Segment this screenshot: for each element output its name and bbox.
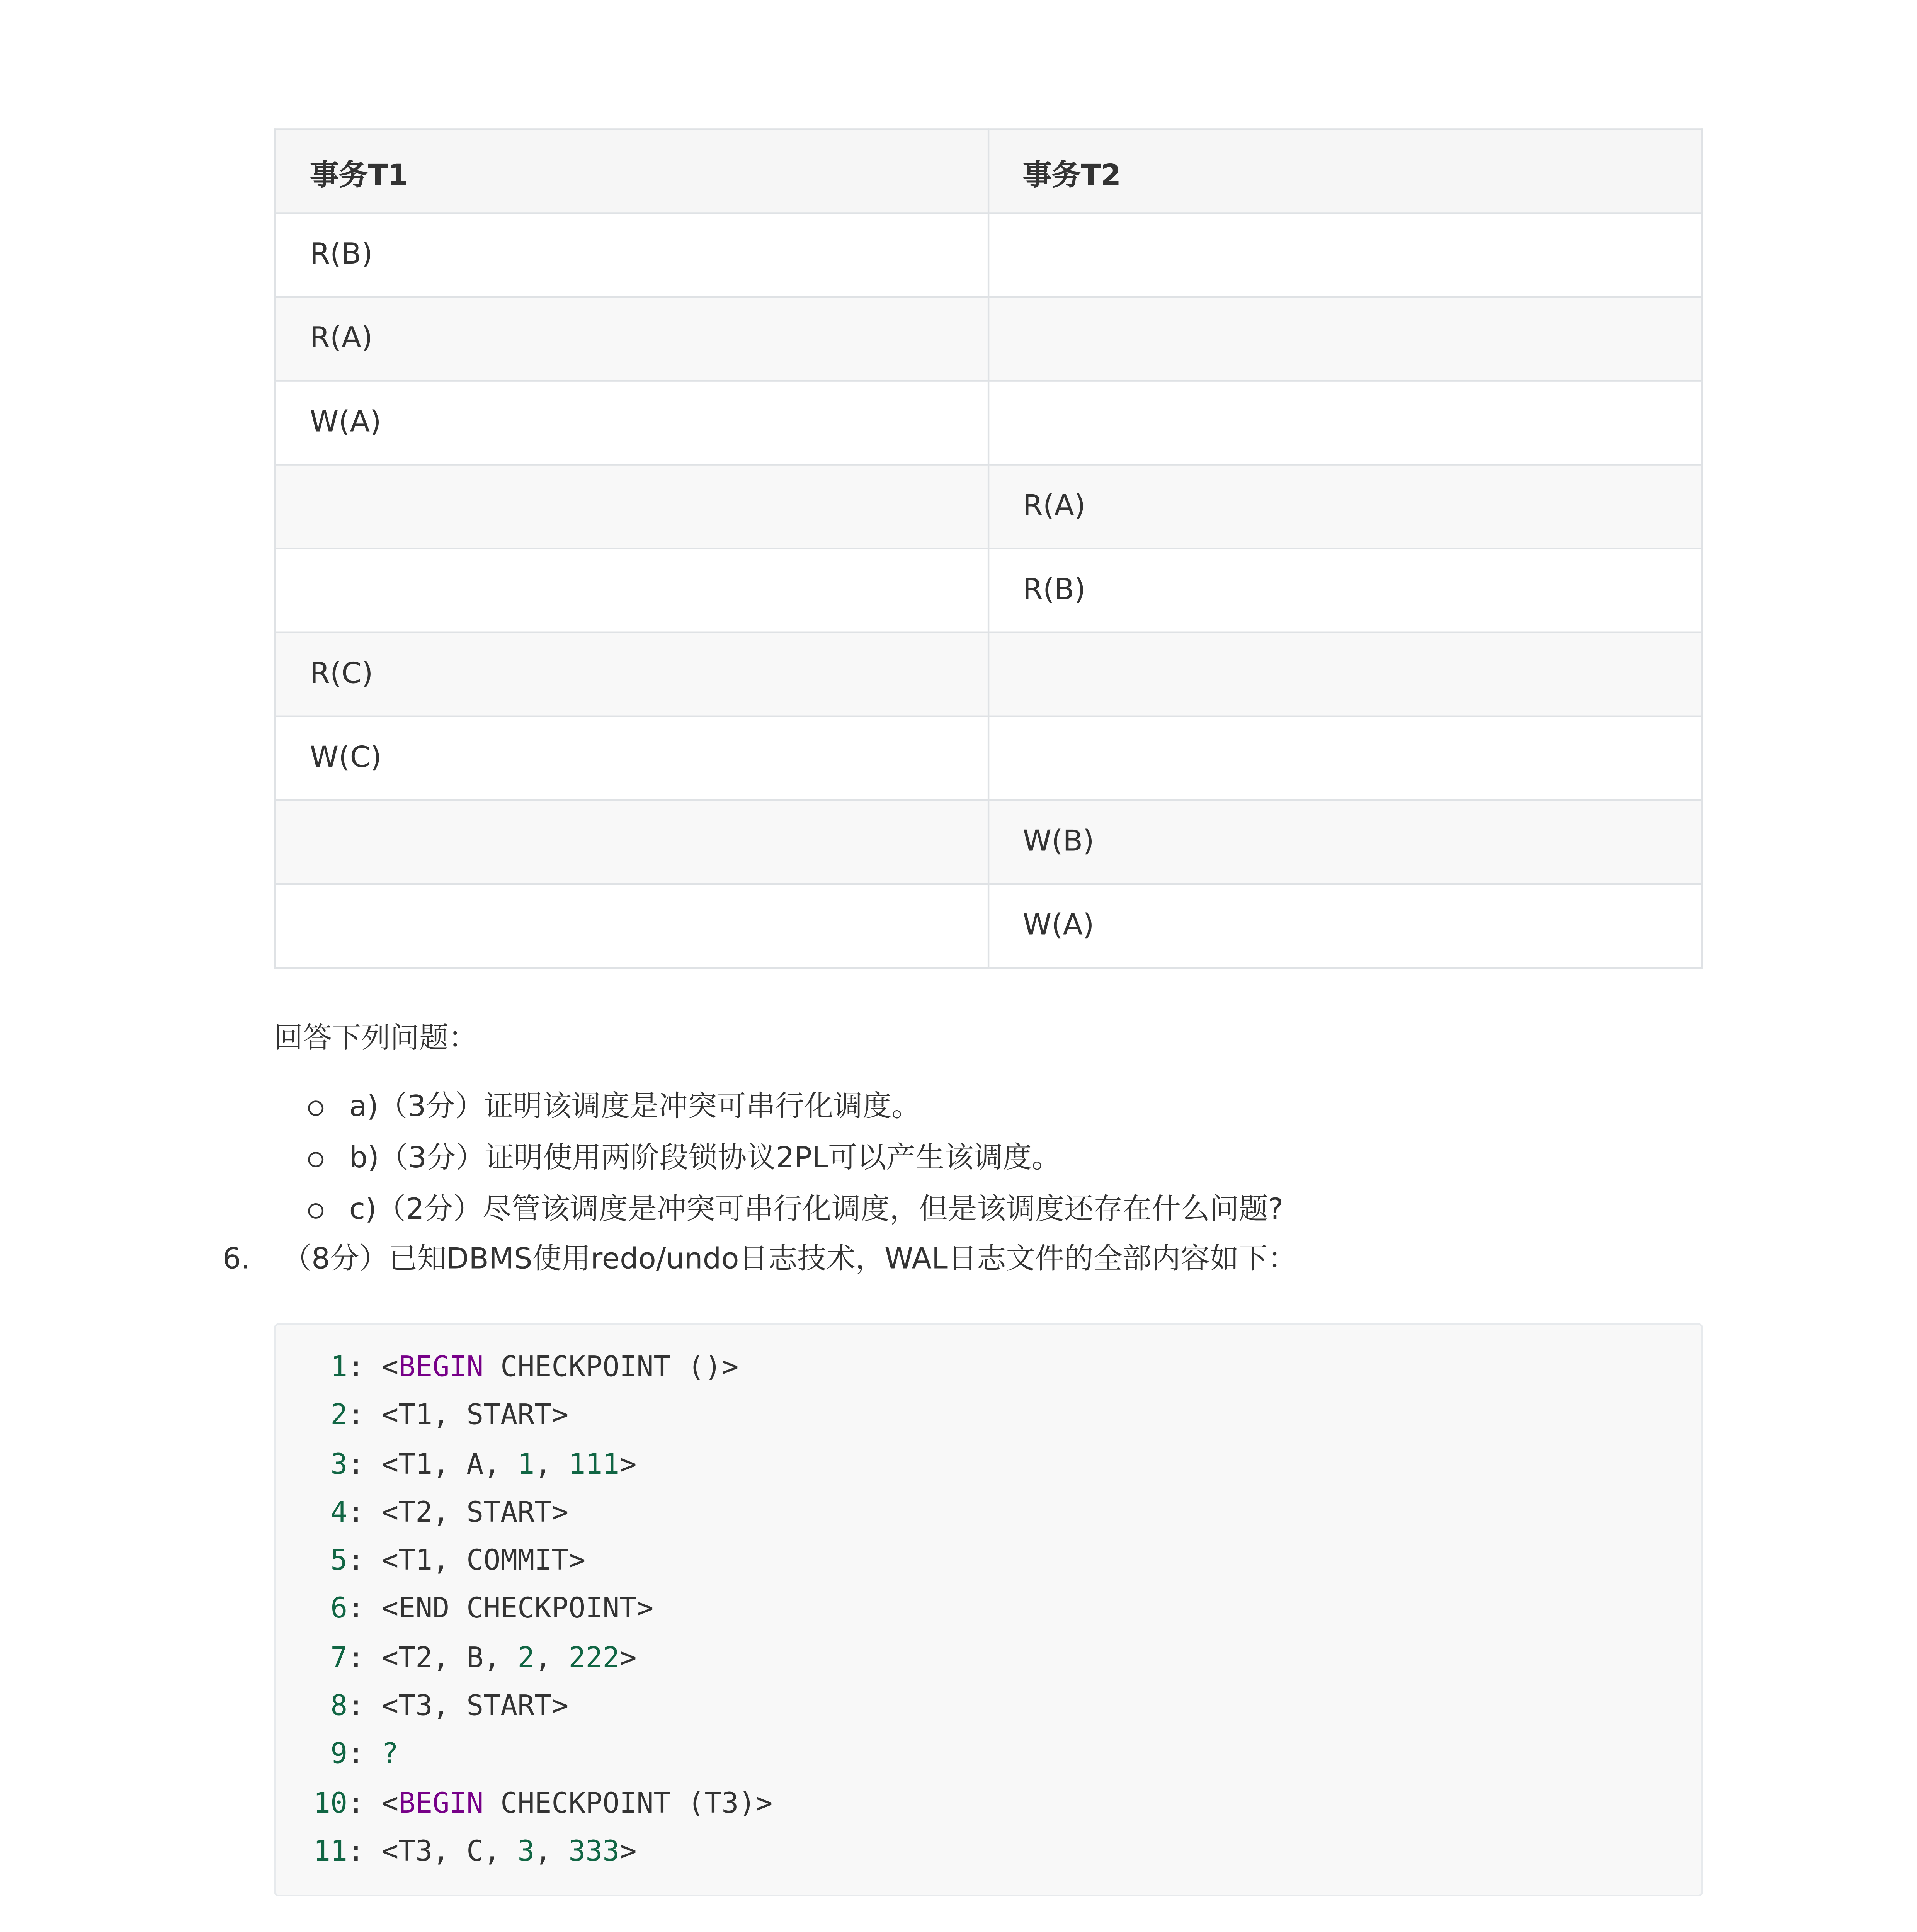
bullet-circle-icon xyxy=(308,1152,323,1167)
table-row xyxy=(275,465,1702,549)
code-line: 3: <T1, A, 1, 111> xyxy=(330,1447,637,1480)
table-cell xyxy=(988,633,1702,716)
question5-subquestions xyxy=(308,1082,1283,1236)
table-cell: R(A) xyxy=(275,297,988,381)
table-header-cell: 事务T1 xyxy=(275,129,988,213)
bullet-circle-icon xyxy=(308,1100,323,1116)
question6 xyxy=(223,1234,1297,1286)
code-line: 1: <BEGIN CHECKPOINT ()> xyxy=(330,1350,739,1383)
list-item xyxy=(223,1234,1297,1286)
table-cell xyxy=(275,465,988,549)
table-cell xyxy=(988,213,1702,297)
table-cell: R(C) xyxy=(275,633,988,716)
table-cell xyxy=(275,549,988,633)
code-line: 5: <T1, COMMIT> xyxy=(330,1544,586,1577)
table-row xyxy=(275,549,1702,633)
code-line: 9: ? xyxy=(330,1738,399,1770)
code-line: 2: <T1, START> xyxy=(330,1399,569,1432)
table-cell: R(A) xyxy=(988,465,1702,549)
list-item: a)（3分）证明该调度是冲突可串行化调度。 xyxy=(308,1082,1283,1133)
table-cell: W(A) xyxy=(988,884,1702,968)
list-number: 6. xyxy=(222,1242,250,1277)
table-header-cell: 事务T2 xyxy=(988,129,1702,213)
list-item: b)（3分）证明使用两阶段锁协议2PL可以产生该调度。 xyxy=(308,1133,1283,1184)
code-line: 4: <T2, START> xyxy=(330,1495,569,1529)
schedule-table xyxy=(274,128,1703,969)
table-cell xyxy=(988,381,1702,465)
table-row xyxy=(275,297,1702,381)
table-cell xyxy=(988,716,1702,800)
table-cell: R(B) xyxy=(988,549,1702,633)
table-cell xyxy=(988,297,1702,381)
table-row xyxy=(275,633,1702,716)
list-item: c)（2分）尽管该调度是冲突可串行化调度，但是该调度还存在什么问题? xyxy=(308,1184,1283,1236)
table-cell: R(B) xyxy=(275,213,988,297)
table-cell: W(A) xyxy=(275,381,988,465)
table-cell xyxy=(275,884,988,968)
table-cell: W(C) xyxy=(275,716,988,800)
table-cell xyxy=(275,800,988,884)
table-header-row xyxy=(275,129,1702,213)
table-row xyxy=(275,381,1702,465)
table-row xyxy=(275,716,1702,800)
table-row xyxy=(275,800,1702,884)
bullet-circle-icon xyxy=(308,1203,323,1219)
table-row xyxy=(275,884,1702,968)
code-line: 6: <END CHECKPOINT> xyxy=(330,1592,654,1625)
code-line: 11: <T3, C, 3, 333> xyxy=(313,1835,637,1867)
code-line: 10: <BEGIN CHECKPOINT (T3)> xyxy=(313,1786,773,1819)
question6-text: （8分）已知DBMS使用redo/undo日志技术，WAL日志文件的全部内容如下： xyxy=(282,1242,1297,1277)
question5-prompt: 回答下列问题： xyxy=(274,1022,478,1056)
code-block xyxy=(274,1323,1703,1896)
code-line: 8: <T3, START> xyxy=(330,1689,569,1722)
table-row xyxy=(275,213,1702,297)
code-line: 7: <T2, B, 2, 222> xyxy=(330,1641,637,1674)
table-cell: W(B) xyxy=(988,800,1702,884)
